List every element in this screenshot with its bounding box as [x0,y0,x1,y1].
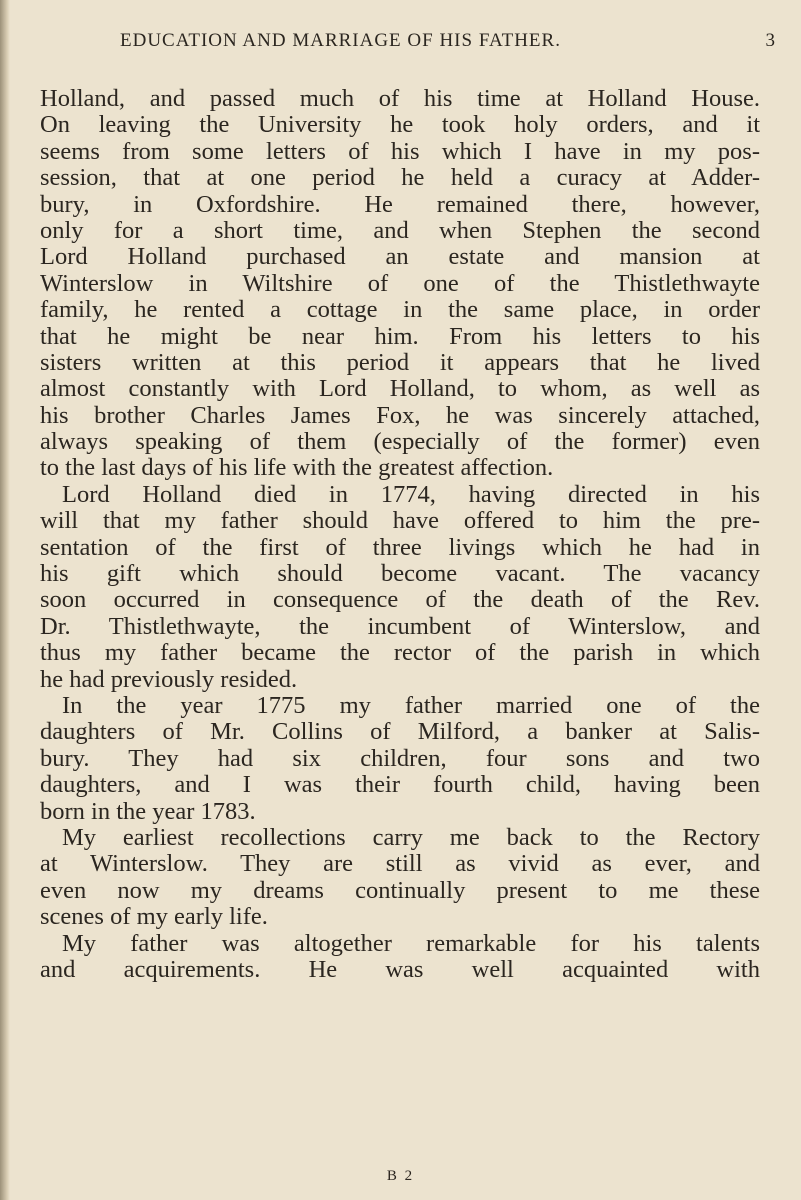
text-line: Holland, and passed much of his time at Holland House. [40,85,760,112]
text-line: My earliest recollections carry me back to the Rectory [62,823,760,851]
text-line: and acquirements. He was well acquainted with [40,955,760,983]
text-line: session, that at one period he held a curacy at Adder- [40,164,760,192]
text-line: always speaking of them (especially of the former) even [40,428,760,456]
text-line: Winterslow in Wiltshire of one of the Thistlethwayte [40,269,760,297]
text-line: sisters written at this period it appears that he lived [40,348,760,376]
text-line: In the year 1775 my father married one of the [62,691,760,719]
text-line: that he might be near him. From his letters to his [40,322,760,350]
text-line: soon occurred in consequence of the death of the Rev. [40,586,760,614]
text-line: seems from some letters of his which I have in my pos- [40,137,760,165]
page-number: 3 [765,30,776,51]
text-line: scenes of my early life. [40,903,268,931]
text-line: bury. They had six children, four sons and two [40,744,760,772]
text-line: his gift which should become vacant. The vacancy [40,560,760,588]
text-line: at Winterslow. They are still as vivid as ever, and [40,850,760,878]
text-line: even now my dreams continually present to me these [40,876,760,904]
text-line: On leaving the University he took holy orders, and it [40,111,760,139]
text-line: to the last days of his life with the greatest affection. [40,454,554,482]
text-line: his brother Charles James Fox, he was sincerely attached, [40,401,760,429]
text-line: only for a short time, and when Stephen the second [40,216,760,244]
text-line: thus my father became the rector of the parish in which [40,639,760,667]
text-line: almost constantly with Lord Holland, to whom, as well as [40,375,760,403]
text-line: will that my father should have offered to him the pre- [40,507,760,535]
text-line: daughters, and I was their fourth child, having been [40,771,760,799]
chapter-title: EDUCATION AND MARRIAGE OF HIS FATHER. [120,30,561,51]
text-line: daughters of Mr. Collins of Milford, a banker at Salis- [40,718,760,746]
text-line: born in the year 1783. [40,797,256,825]
signature-mark: B 2 [386,1168,415,1184]
text-line: sentation of the first of three livings which he had in [40,533,760,561]
text-line: he had previously resided. [40,665,298,693]
text-line: bury, in Oxfordshire. He remained there, however, [40,190,760,218]
running-head [120,30,780,54]
text-line: family, he rented a cottage in the same place, in order [40,296,760,324]
text-line: Lord Holland purchased an estate and mansion at [40,243,760,271]
text-line: Dr. Thistlethwayte, the incumbent of Winterslow, and [40,612,760,640]
text-line: My father was altogether remarkable for his talents [62,929,760,957]
text-line: Lord Holland died in 1774, having directed in his [62,480,760,508]
body-text [40,86,760,983]
